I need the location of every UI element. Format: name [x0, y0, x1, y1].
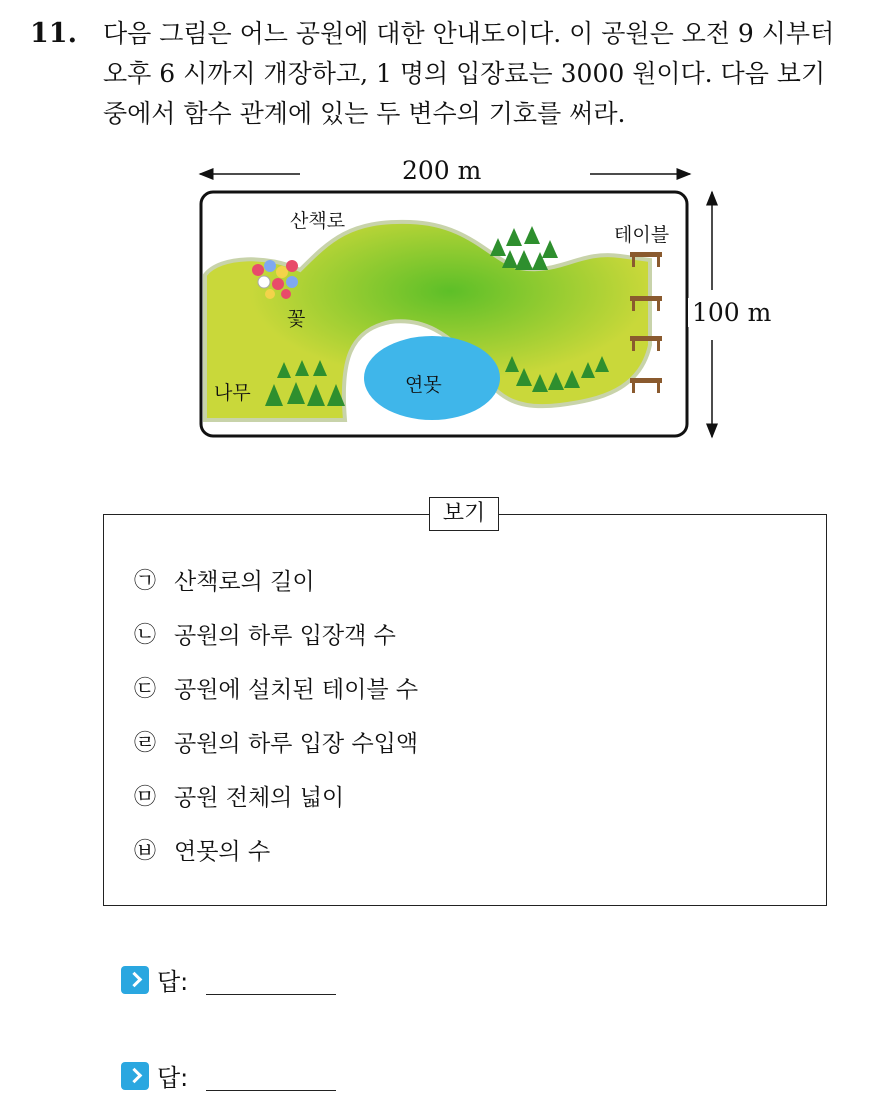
option-item — [134, 660, 418, 714]
trail-label: 산책로 — [290, 210, 346, 232]
answer-label: 답: — [157, 968, 189, 996]
option-text: 공원 전체의 넓이 — [174, 784, 345, 811]
option-item — [134, 714, 418, 768]
question-number: 11. — [30, 18, 77, 49]
park-map-drawing — [0, 0, 884, 460]
option-mark: ㉠ — [134, 568, 157, 594]
tree-label: 나무 — [214, 382, 251, 404]
option-mark: ㉥ — [134, 838, 157, 864]
chevron-right-icon — [121, 966, 149, 994]
option-text: 공원에 설치된 테이블 수 — [174, 676, 419, 703]
flower-label: 꽃 — [287, 308, 306, 330]
option-mark: ㉡ — [134, 622, 157, 648]
pond-label: 연못 — [405, 374, 442, 396]
answer-label: 답: — [157, 1064, 189, 1092]
options-list — [134, 552, 418, 876]
answer-blank[interactable] — [206, 1060, 336, 1091]
option-item — [134, 552, 418, 606]
option-text: 공원의 하루 입장객 수 — [174, 622, 396, 649]
table-label: 테이블 — [614, 224, 670, 246]
option-text: 공원의 하루 입장 수입액 — [174, 730, 419, 757]
option-text: 산책로의 길이 — [174, 568, 315, 595]
answer-blank[interactable] — [206, 964, 336, 995]
question-line: 오후 6 시까지 개장하고, 1 명의 입장료는 3000 원이다. 다음 보기 — [103, 59, 826, 88]
option-item — [134, 768, 418, 822]
chevron-right-icon — [121, 1062, 149, 1090]
question-line: 다음 그림은 어느 공원에 대한 안내도이다. 이 공원은 오전 9 시부터 — [103, 19, 835, 48]
option-item — [134, 822, 418, 876]
question-line: 중에서 함수 관계에 있는 두 변수의 기호를 써라. — [103, 99, 626, 128]
answer-row-1 — [121, 962, 336, 997]
option-item — [134, 606, 418, 660]
option-mark: ㉣ — [134, 730, 157, 756]
option-mark: ㉤ — [134, 784, 157, 810]
options-box-title: 보기 — [429, 497, 499, 531]
answer-row-2 — [121, 1058, 336, 1093]
height-label: 100 m — [688, 298, 775, 327]
width-label: 200 m — [398, 156, 485, 185]
option-mark: ㉢ — [134, 676, 157, 702]
park-map — [0, 0, 884, 460]
option-text: 연못의 수 — [174, 838, 271, 865]
